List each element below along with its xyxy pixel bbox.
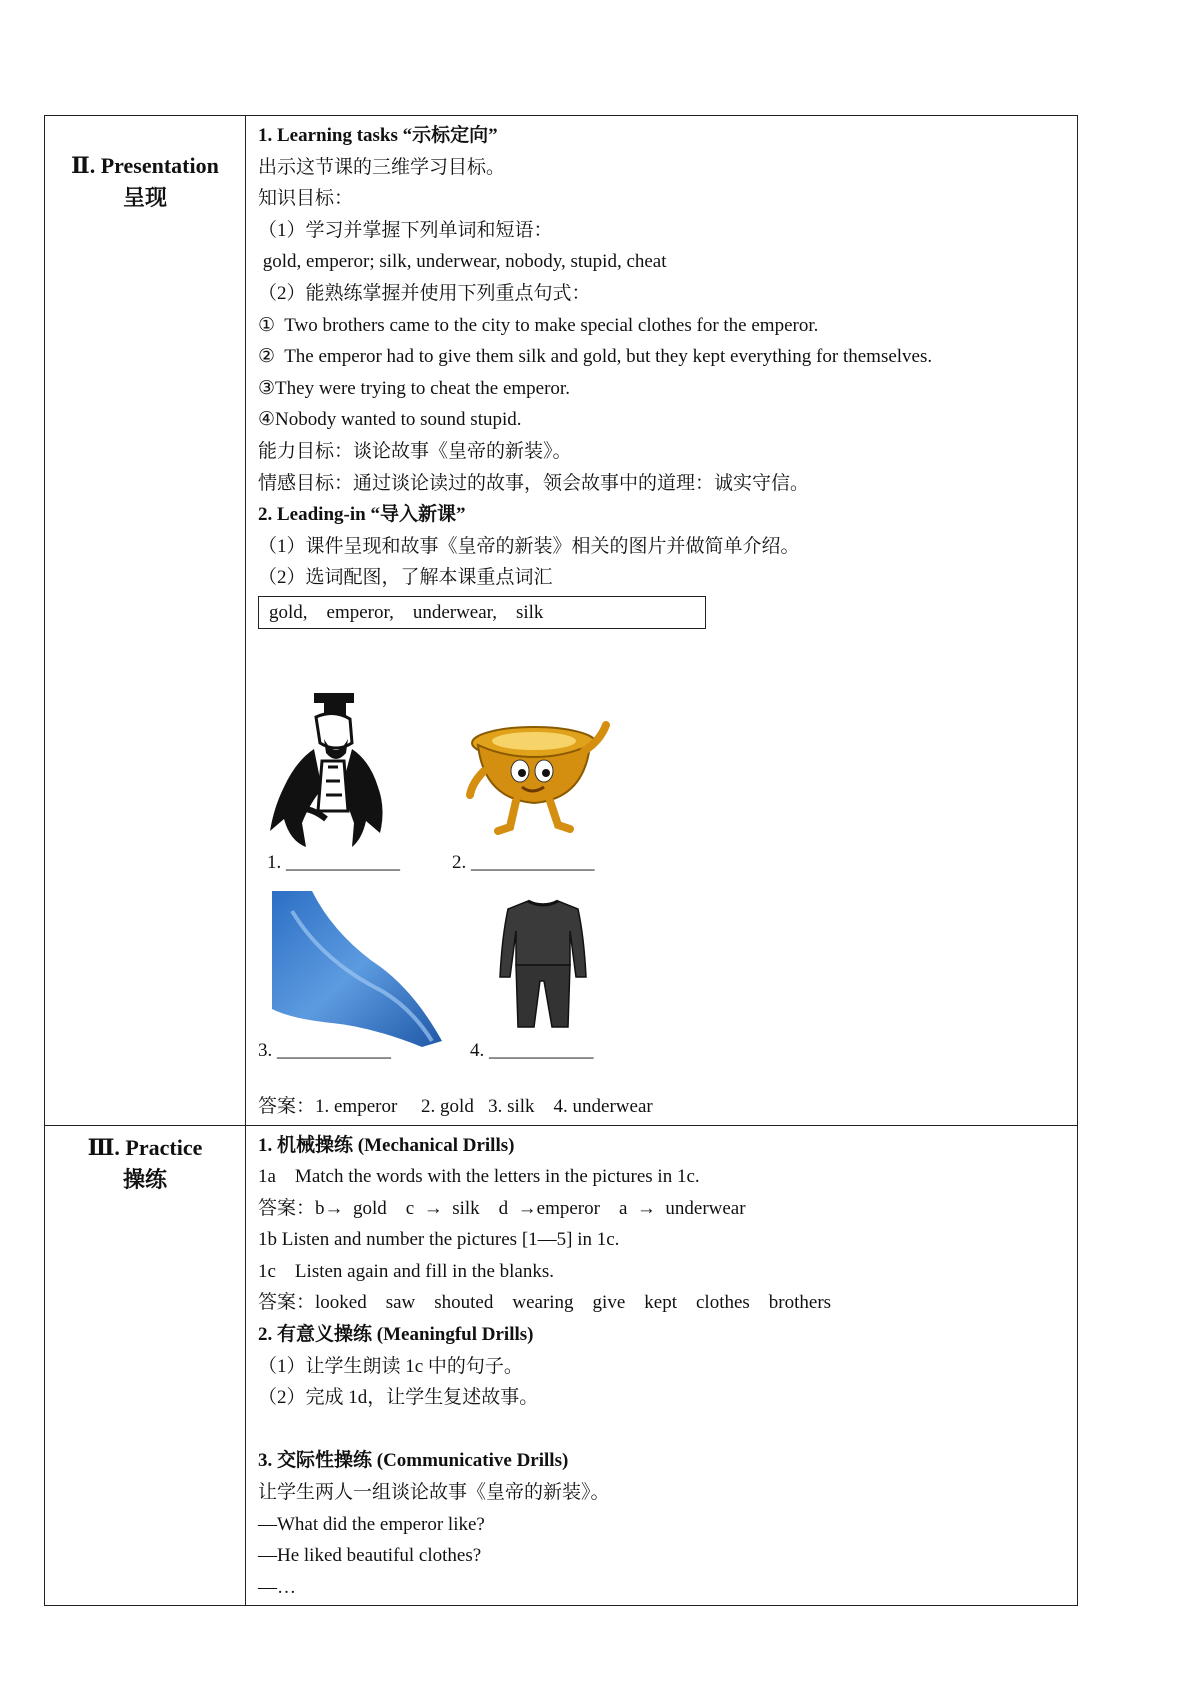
drill-1a: 1a Match the words with the letters in the pictures in 1c. bbox=[258, 1166, 700, 1188]
ability-goal: 能力目标：谈论故事《皇帝的新装》。 bbox=[258, 440, 572, 462]
knowledge-item-2: （2）能熟练掌握并使用下列重点句式： bbox=[258, 282, 591, 304]
knowledge-item-1: （1）学习并掌握下列单词和短语： bbox=[258, 219, 553, 241]
emperor-picture bbox=[266, 691, 401, 851]
picture-answer: 答案：1. emperor 2. gold 3. silk 4. underwear bbox=[258, 1095, 653, 1117]
drill-1c: 1c Listen again and fill in the blanks. bbox=[258, 1260, 555, 1282]
picture-label-3: 3. ____________ bbox=[258, 1039, 391, 1061]
drill-3-intro: 让学生两人一组谈论故事《皇帝的新装》。 bbox=[258, 1482, 610, 1504]
lesson-plan-table bbox=[44, 115, 1078, 1606]
dialogue-line-2: —He liked beautiful clothes? bbox=[258, 1545, 482, 1567]
underwear-picture bbox=[498, 897, 588, 1031]
gold-picture bbox=[464, 711, 614, 841]
stage-title-zh: 呈现 bbox=[122, 185, 167, 210]
drill-1-heading: 1. 机械操练 (Mechanical Drills) bbox=[258, 1134, 515, 1156]
dialogue-line-3: —… bbox=[258, 1576, 296, 1598]
drill-1a-answer: 答案：b→ gold c → silk d →emperor a → underwear bbox=[258, 1197, 746, 1219]
stage-cell-practice bbox=[45, 1125, 246, 1606]
stage-title-zh: 操练 bbox=[122, 1166, 167, 1192]
stage-title-en: Ⅱ. Presentation bbox=[71, 153, 219, 178]
sentence-4: ④Nobody wanted to sound stupid. bbox=[258, 409, 522, 431]
task2-heading: 2. Leading-in “导入新课” bbox=[258, 504, 466, 526]
content-cell-practice bbox=[246, 1125, 1078, 1606]
knowledge-words: gold, emperor; silk, underwear, nobody, stupid, cheat bbox=[258, 251, 667, 273]
vocabulary-box: gold, emperor, underwear, silk bbox=[258, 596, 706, 629]
emotion-goal: 情感目标：通过谈论读过的故事，领会故事中的道理：诚实守信。 bbox=[258, 472, 810, 494]
drill-2-heading: 2. 有意义操练 (Meaningful Drills) bbox=[258, 1324, 534, 1346]
leading-item-1: （1）课件呈现和故事《皇帝的新装》相关的图片并做简单介绍。 bbox=[258, 535, 800, 557]
picture-label-4: 4. ___________ bbox=[470, 1039, 594, 1061]
drill-1c-answer: 答案：looked saw shouted wearing give kept clothes brothers bbox=[258, 1292, 832, 1314]
sentence-1: ① Two brothers came to the city to make special clothes for the emperor. bbox=[258, 314, 819, 336]
task1-heading: 1. Learning tasks “示标定向” bbox=[258, 125, 498, 146]
stage-title-en: Ⅲ. Practice bbox=[87, 1134, 203, 1160]
drill-2-item-1: （1）让学生朗读 1c 中的句子。 bbox=[258, 1355, 523, 1377]
silk-picture bbox=[272, 891, 442, 1051]
picture-matching-area bbox=[258, 629, 1065, 1091]
practice-row bbox=[45, 1125, 1078, 1606]
picture-label-1: 1. ____________ bbox=[267, 851, 400, 873]
drill-2-item-2: （2）完成 1d，让学生复述故事。 bbox=[258, 1387, 539, 1409]
stage-cell-presentation bbox=[45, 116, 246, 1126]
knowledge-label: 知识目标： bbox=[258, 188, 354, 210]
drill-3-heading: 3. 交际性操练 (Communicative Drills) bbox=[258, 1450, 569, 1472]
spacer bbox=[258, 1414, 1065, 1446]
presentation-row bbox=[45, 116, 1078, 1126]
picture-label-2: 2. _____________ bbox=[452, 851, 595, 873]
sentence-3: ③They were trying to cheat the emperor. bbox=[258, 377, 570, 399]
dialogue-line-1: —What did the emperor like? bbox=[258, 1513, 485, 1535]
leading-item-2: （2）选词配图，了解本课重点词汇 bbox=[258, 567, 553, 589]
content-cell-presentation bbox=[246, 116, 1078, 1126]
task1-intro: 出示这节课的三维学习目标。 bbox=[258, 156, 506, 178]
drill-1b: 1b Listen and number the pictures [1—5] in 1c. bbox=[258, 1229, 620, 1251]
sentence-2: ② The emperor had to give them silk and gold, but they kept everything for themselves. bbox=[258, 346, 933, 368]
